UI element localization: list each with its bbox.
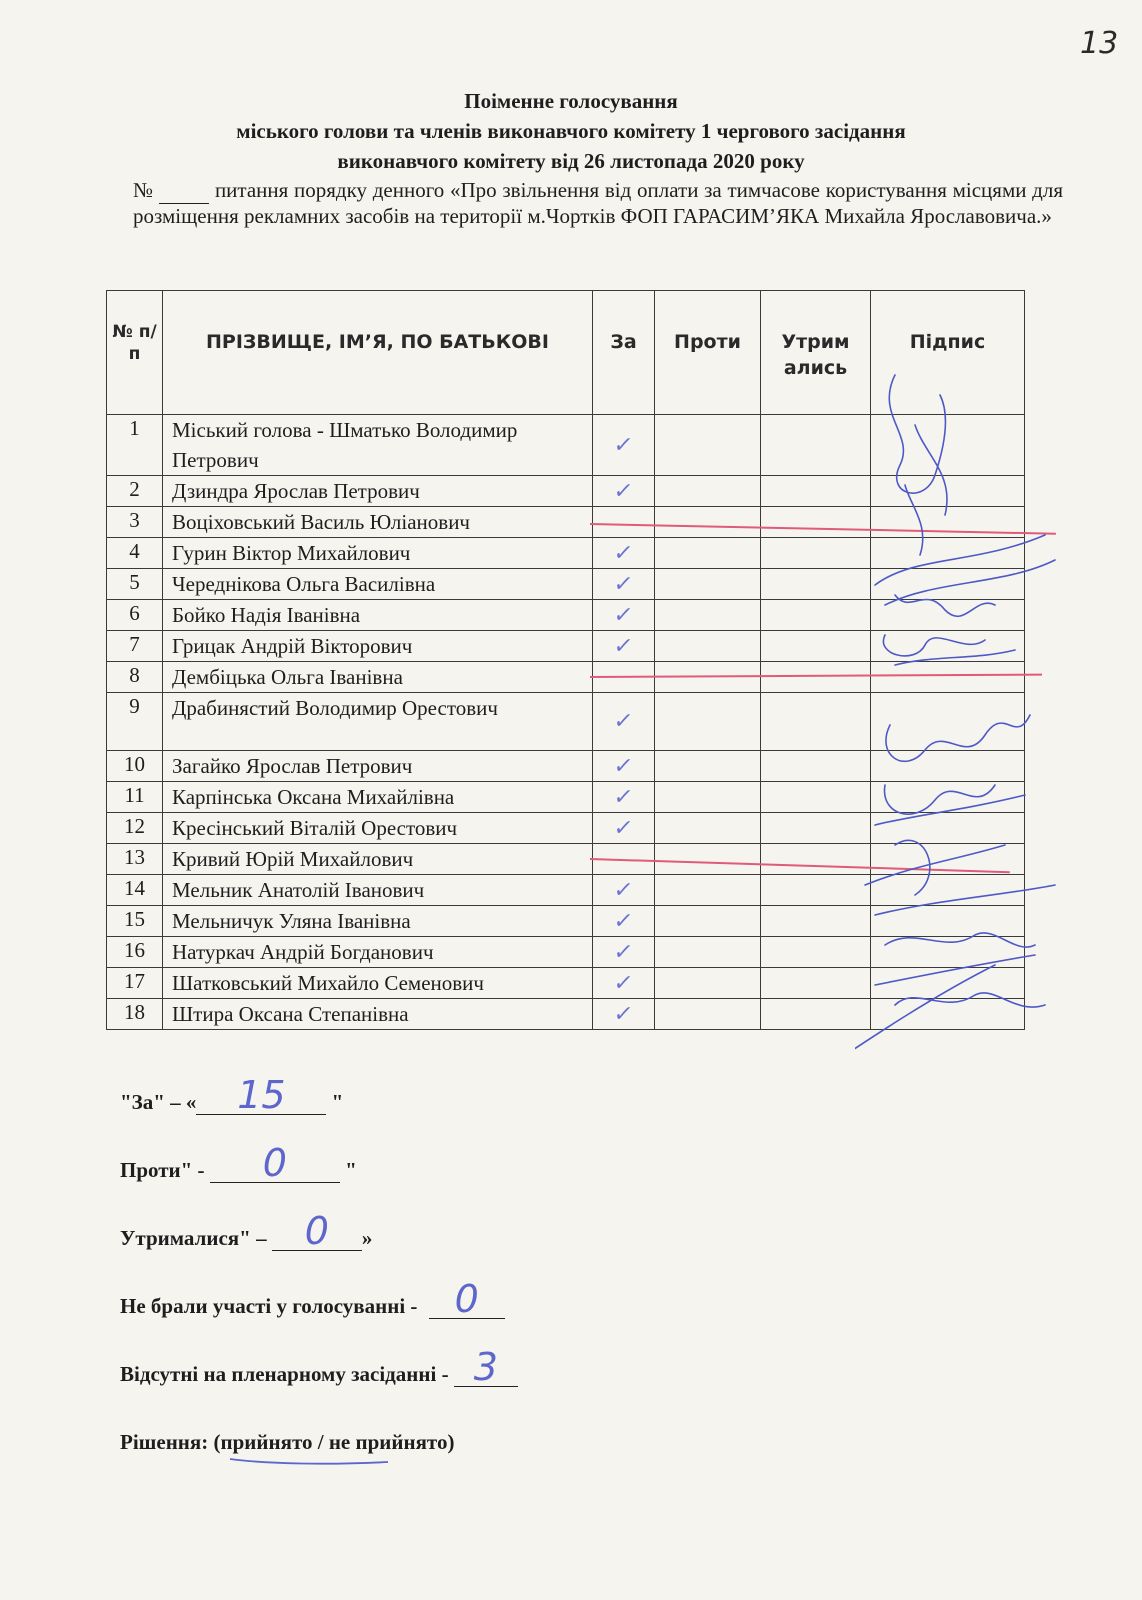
checkmark-icon: ✓ bbox=[612, 753, 635, 779]
signature-cell bbox=[871, 538, 1025, 569]
vote-against-cell bbox=[655, 968, 761, 999]
total-absent-label: Відсутні на пленарному засіданні - bbox=[120, 1362, 449, 1386]
title-line-2: міського голови та членів виконавчого комітету 1 чергового засідання bbox=[236, 119, 906, 143]
signature-cell bbox=[871, 600, 1025, 631]
row-number: 10 bbox=[107, 751, 163, 782]
question-number-blank bbox=[159, 178, 209, 204]
member-name: Штира Оксана Степанівна bbox=[163, 999, 593, 1030]
decision-text: (прийнято / не прийнято) bbox=[213, 1430, 455, 1454]
vote-table bbox=[106, 290, 1025, 1030]
vote-for-cell bbox=[593, 875, 655, 906]
vote-abstain-cell bbox=[761, 476, 871, 507]
checkmark-icon: ✓ bbox=[612, 633, 635, 659]
header-for: За bbox=[593, 291, 655, 415]
table-row bbox=[107, 631, 1025, 662]
row-number: 8 bbox=[107, 662, 163, 693]
row-number: 16 bbox=[107, 937, 163, 968]
vote-abstain-cell bbox=[761, 782, 871, 813]
page-number: 13 bbox=[1080, 26, 1119, 61]
vote-abstain-cell bbox=[761, 507, 871, 538]
vote-abstain-cell bbox=[761, 844, 871, 875]
signature-cell bbox=[871, 937, 1025, 968]
signature-cell bbox=[871, 662, 1025, 693]
row-number: 3 bbox=[107, 507, 163, 538]
row-number: 1 bbox=[107, 415, 163, 476]
row-number: 5 bbox=[107, 569, 163, 600]
vote-totals bbox=[120, 1073, 820, 1498]
member-name: Драбинястий Володимир Орестович bbox=[163, 693, 593, 751]
table-row bbox=[107, 751, 1025, 782]
total-against-label: Проти" - bbox=[120, 1158, 205, 1182]
checkmark-icon: ✓ bbox=[612, 1001, 635, 1027]
row-number: 15 bbox=[107, 906, 163, 937]
total-against bbox=[120, 1141, 820, 1194]
signature-cell bbox=[871, 782, 1025, 813]
signature-cell bbox=[871, 813, 1025, 844]
signature-cell bbox=[871, 999, 1025, 1030]
checkmark-icon: ✓ bbox=[612, 877, 635, 903]
vote-abstain-cell bbox=[761, 813, 871, 844]
table-row bbox=[107, 875, 1025, 906]
question-text: питання порядку денного «Про звільнення від оплати за тимчасове користування місцями для розміщення рекламних засобів на території м.Чортків ФОП ГАРАСИМ’ЯКА Михайла Ярославовича.» bbox=[133, 178, 1063, 228]
signature-cell bbox=[871, 569, 1025, 600]
vote-for-cell bbox=[593, 999, 655, 1030]
vote-for-cell bbox=[593, 538, 655, 569]
total-not-voting-label: Не брали участі у голосуванні - bbox=[120, 1294, 418, 1318]
vote-against-cell bbox=[655, 999, 761, 1030]
row-number: 6 bbox=[107, 600, 163, 631]
total-abstain bbox=[120, 1209, 820, 1262]
vote-for-cell bbox=[593, 813, 655, 844]
vote-against-cell bbox=[655, 937, 761, 968]
table-row bbox=[107, 813, 1025, 844]
vote-abstain-cell bbox=[761, 569, 871, 600]
row-number: 7 bbox=[107, 631, 163, 662]
member-name: Дембіцька Ольга Іванівна bbox=[163, 662, 593, 693]
total-against-field bbox=[210, 1141, 340, 1185]
table-row bbox=[107, 906, 1025, 937]
total-not-voting-field bbox=[429, 1277, 505, 1321]
total-absent-value: 3 bbox=[473, 1345, 498, 1389]
vote-abstain-cell bbox=[761, 415, 871, 476]
vote-against-cell bbox=[655, 906, 761, 937]
row-number: 4 bbox=[107, 538, 163, 569]
row-number: 12 bbox=[107, 813, 163, 844]
signature-cell bbox=[871, 415, 1025, 476]
signature-cell bbox=[871, 476, 1025, 507]
total-against-value: 0 bbox=[262, 1141, 287, 1185]
row-number: 13 bbox=[107, 844, 163, 875]
vote-against-cell bbox=[655, 476, 761, 507]
member-name: Бойко Надія Іванівна bbox=[163, 600, 593, 631]
header-abstain: Утрим ались bbox=[761, 291, 871, 415]
member-name: Грицак Андрій Вікторович bbox=[163, 631, 593, 662]
member-name: Карпінська Оксана Михайлівна bbox=[163, 782, 593, 813]
member-name: Шатковський Михайло Семенович bbox=[163, 968, 593, 999]
table-row bbox=[107, 569, 1025, 600]
vote-against-cell bbox=[655, 751, 761, 782]
vote-abstain-cell bbox=[761, 751, 871, 782]
total-abstain-label: Утрималися" – bbox=[120, 1226, 267, 1250]
row-number: 14 bbox=[107, 875, 163, 906]
total-not-voting bbox=[120, 1277, 820, 1330]
vote-abstain-cell bbox=[761, 937, 871, 968]
member-name: Дзиндра Ярослав Петрович bbox=[163, 476, 593, 507]
signature-cell bbox=[871, 875, 1025, 906]
vote-abstain-cell bbox=[761, 875, 871, 906]
total-for-value: 15 bbox=[237, 1073, 286, 1117]
checkmark-icon: ✓ bbox=[612, 784, 635, 810]
checkmark-icon: ✓ bbox=[612, 815, 635, 841]
decision-label: Рішення: bbox=[120, 1430, 209, 1454]
table-row bbox=[107, 999, 1025, 1030]
decision bbox=[120, 1430, 820, 1466]
table-row bbox=[107, 538, 1025, 569]
table-row bbox=[107, 476, 1025, 507]
vote-for-cell bbox=[593, 507, 655, 538]
signature-cell bbox=[871, 631, 1025, 662]
total-abstain-field bbox=[272, 1209, 362, 1253]
signature-cell bbox=[871, 968, 1025, 999]
signature-cell bbox=[871, 693, 1025, 751]
member-name: Міський голова - Шматько Володимир Петрович bbox=[163, 415, 593, 476]
table-row bbox=[107, 662, 1025, 693]
vote-rows bbox=[107, 415, 1025, 1030]
vote-for-cell bbox=[593, 693, 655, 751]
total-for bbox=[120, 1073, 820, 1126]
vote-for-cell bbox=[593, 906, 655, 937]
vote-against-cell bbox=[655, 782, 761, 813]
vote-abstain-cell bbox=[761, 906, 871, 937]
vote-abstain-cell bbox=[761, 538, 871, 569]
title-line-3: виконавчого комітету від 26 листопада 2020 року bbox=[337, 149, 805, 173]
checkmark-icon: ✓ bbox=[612, 540, 635, 566]
header-against: Проти bbox=[655, 291, 761, 415]
vote-against-cell bbox=[655, 569, 761, 600]
checkmark-icon: ✓ bbox=[612, 939, 635, 965]
vote-against-cell bbox=[655, 844, 761, 875]
vote-against-cell bbox=[655, 813, 761, 844]
row-number: 9 bbox=[107, 693, 163, 751]
table-row bbox=[107, 693, 1025, 751]
row-number: 2 bbox=[107, 476, 163, 507]
total-abstain-value: 0 bbox=[304, 1209, 329, 1253]
vote-for-cell bbox=[593, 751, 655, 782]
header-num: № п/ п bbox=[107, 291, 163, 415]
total-for-field bbox=[196, 1073, 326, 1117]
vote-against-cell bbox=[655, 415, 761, 476]
checkmark-icon: ✓ bbox=[612, 709, 635, 734]
total-against-end: " bbox=[345, 1158, 357, 1182]
row-number: 11 bbox=[107, 782, 163, 813]
member-name: Гурин Віктор Михайлович bbox=[163, 538, 593, 569]
vote-against-cell bbox=[655, 507, 761, 538]
table-row bbox=[107, 415, 1025, 476]
member-name: Мельничук Уляна Іванівна bbox=[163, 906, 593, 937]
checkmark-icon: ✓ bbox=[612, 602, 635, 628]
agenda-question bbox=[133, 178, 1063, 229]
table-row bbox=[107, 968, 1025, 999]
title-line-1: Поіменне голосування bbox=[464, 89, 678, 113]
vote-for-cell bbox=[593, 415, 655, 476]
header-signature: Підпис bbox=[871, 291, 1025, 415]
vote-abstain-cell bbox=[761, 600, 871, 631]
vote-for-cell bbox=[593, 968, 655, 999]
total-abstain-end: » bbox=[361, 1226, 373, 1250]
signature-cell bbox=[871, 751, 1025, 782]
member-name: Натуркач Андрій Богданович bbox=[163, 937, 593, 968]
vote-for-cell bbox=[593, 476, 655, 507]
member-name: Кресінський Віталій Орестович bbox=[163, 813, 593, 844]
table-row bbox=[107, 844, 1025, 875]
decision-underline bbox=[228, 1456, 390, 1466]
vote-against-cell bbox=[655, 600, 761, 631]
vote-against-cell bbox=[655, 693, 761, 751]
vote-against-cell bbox=[655, 538, 761, 569]
total-for-label: "За" – « bbox=[120, 1090, 197, 1114]
checkmark-icon: ✓ bbox=[612, 478, 635, 504]
question-number-sign: № bbox=[133, 178, 154, 202]
vote-abstain-cell bbox=[761, 968, 871, 999]
vote-for-cell bbox=[593, 631, 655, 662]
checkmark-icon: ✓ bbox=[612, 908, 635, 934]
total-not-voting-value: 0 bbox=[454, 1277, 479, 1321]
vote-for-cell bbox=[593, 937, 655, 968]
vote-for-cell bbox=[593, 782, 655, 813]
header-name: ПРІЗВИЩЕ, ІМ’Я, ПО БАТЬКОВІ bbox=[163, 291, 593, 415]
signature-cell bbox=[871, 906, 1025, 937]
member-name: Мельник Анатолій Іванович bbox=[163, 875, 593, 906]
table-row bbox=[107, 507, 1025, 538]
member-name: Загайко Ярослав Петрович bbox=[163, 751, 593, 782]
total-for-end: " bbox=[331, 1090, 344, 1114]
checkmark-icon: ✓ bbox=[612, 432, 635, 458]
table-row bbox=[107, 600, 1025, 631]
vote-for-cell bbox=[593, 569, 655, 600]
member-name: Кривий Юрій Михайлович bbox=[163, 844, 593, 875]
vote-against-cell bbox=[655, 875, 761, 906]
total-absent-field bbox=[454, 1345, 518, 1389]
table-row bbox=[107, 782, 1025, 813]
table-row bbox=[107, 937, 1025, 968]
total-absent bbox=[120, 1345, 820, 1398]
vote-abstain-cell bbox=[761, 631, 871, 662]
vote-abstain-cell bbox=[761, 693, 871, 751]
vote-abstain-cell bbox=[761, 999, 871, 1030]
row-number: 18 bbox=[107, 999, 163, 1030]
row-number: 17 bbox=[107, 968, 163, 999]
document-header bbox=[0, 86, 1142, 176]
vote-against-cell bbox=[655, 631, 761, 662]
vote-for-cell bbox=[593, 600, 655, 631]
checkmark-icon: ✓ bbox=[612, 571, 635, 597]
member-name: Воціховський Василь Юліанович bbox=[163, 507, 593, 538]
checkmark-icon: ✓ bbox=[612, 970, 635, 996]
member-name: Череднікова Ольга Василівна bbox=[163, 569, 593, 600]
